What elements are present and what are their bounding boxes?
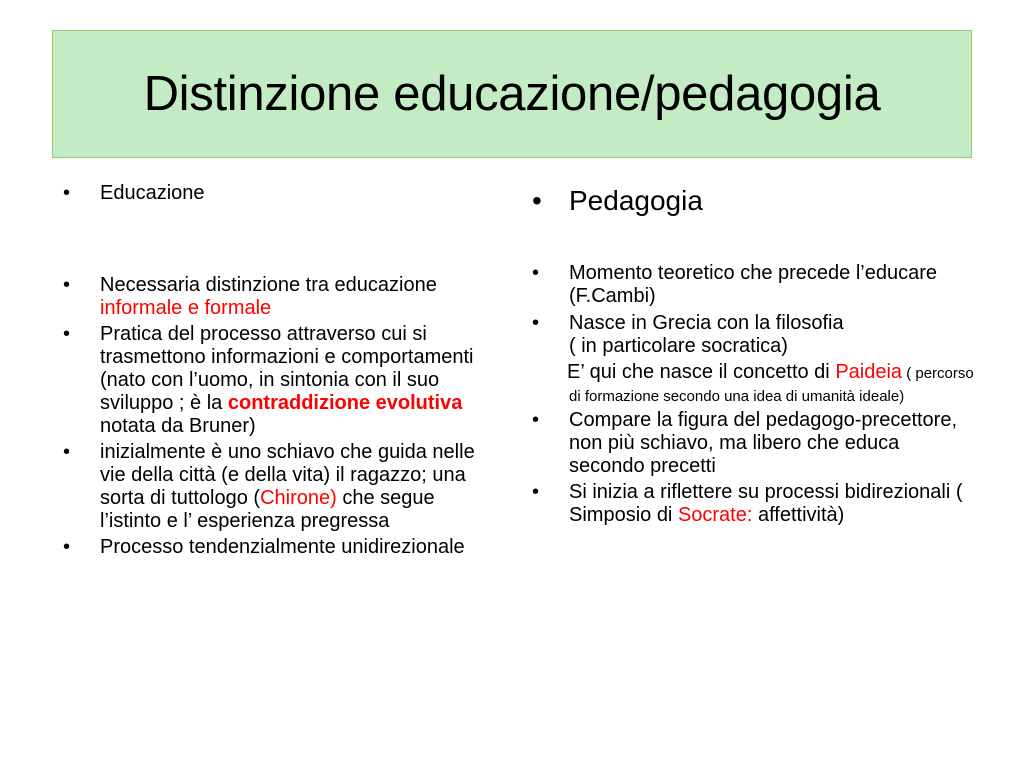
list-item xyxy=(63,536,500,559)
bullet-icon: • xyxy=(63,323,71,345)
highlight-socrate: Socrate: xyxy=(677,504,753,526)
bullet-icon: • xyxy=(532,185,542,216)
item-text: Momento teoretico che precede l’educare (F.Cambi) xyxy=(569,262,937,307)
item-text: Pratica del processo attraverso cui si trasmettono informazioni e comportamenti (nato con l’uomo, in sintonia con il suo sviluppo ; è la xyxy=(100,323,474,414)
item-text: Processo tendenzialmente unidirezionale xyxy=(100,536,465,558)
bullet-icon: • xyxy=(63,274,71,296)
bullet-icon: • xyxy=(63,536,71,558)
list-item xyxy=(532,409,979,478)
list-item xyxy=(63,274,500,320)
pedagogia-column xyxy=(532,262,979,527)
item-text-after: affettività) xyxy=(752,504,845,526)
slide-title: Distinzione educazione/pedagogia xyxy=(143,66,881,121)
paideia-small-text: ( percorso di formazione secondo una idea di umanità ideale) xyxy=(569,365,974,405)
item-text: inizialmente è uno schiavo che guida nelle vie della città (e della vita) il ragazzo; una sorta di tuttologo ( xyxy=(100,441,475,509)
pedagogia-heading-list xyxy=(532,184,979,218)
bullet-icon: • xyxy=(532,409,540,431)
highlight-contraddizione-evolutiva: contraddizione evolutiva xyxy=(227,392,463,414)
list-item xyxy=(532,262,979,308)
title-box xyxy=(52,30,972,158)
item-text: Compare la figura del pedagogo-precettore, non più schiavo, ma libero che educa secondo precetti xyxy=(569,409,958,477)
list-item xyxy=(63,323,500,438)
educazione-heading xyxy=(63,182,500,205)
paideia-text: E’ qui che nasce il concetto di xyxy=(567,361,836,383)
bullet-icon: • xyxy=(532,481,540,503)
item-text-after: che segue l’istinto e l’ esperienza pregressa xyxy=(100,487,435,532)
sub-paragraph-paideia xyxy=(569,361,979,407)
list-item xyxy=(63,441,500,533)
highlight-chirone: Chirone) xyxy=(260,487,337,509)
highlight-paideia: Paideia xyxy=(835,361,903,383)
item-text-after: notata da Bruner) xyxy=(100,415,256,437)
item-text-line1: Nasce in Grecia con la filosofia xyxy=(569,312,844,334)
item-text-line2: ( in particolare socratica) xyxy=(569,335,788,357)
item-text: Necessaria distinzione tra educazione xyxy=(100,274,437,296)
highlight-informale-formale: informale e formale xyxy=(100,297,272,319)
pedagogia-heading xyxy=(532,184,979,218)
item-text: Si inizia a riflettere su processi bidirezionali ( Simposio di xyxy=(569,481,963,526)
educazione-column xyxy=(63,182,500,559)
bullet-icon: • xyxy=(532,312,540,334)
pedagogia-heading-text: Pedagogia xyxy=(569,185,703,216)
educazione-heading-text: Educazione xyxy=(100,182,205,204)
bullet-icon: • xyxy=(63,441,71,463)
bullet-icon: • xyxy=(532,262,540,284)
bullet-icon: • xyxy=(63,182,71,204)
list-item xyxy=(532,481,979,527)
list-item xyxy=(532,312,979,358)
